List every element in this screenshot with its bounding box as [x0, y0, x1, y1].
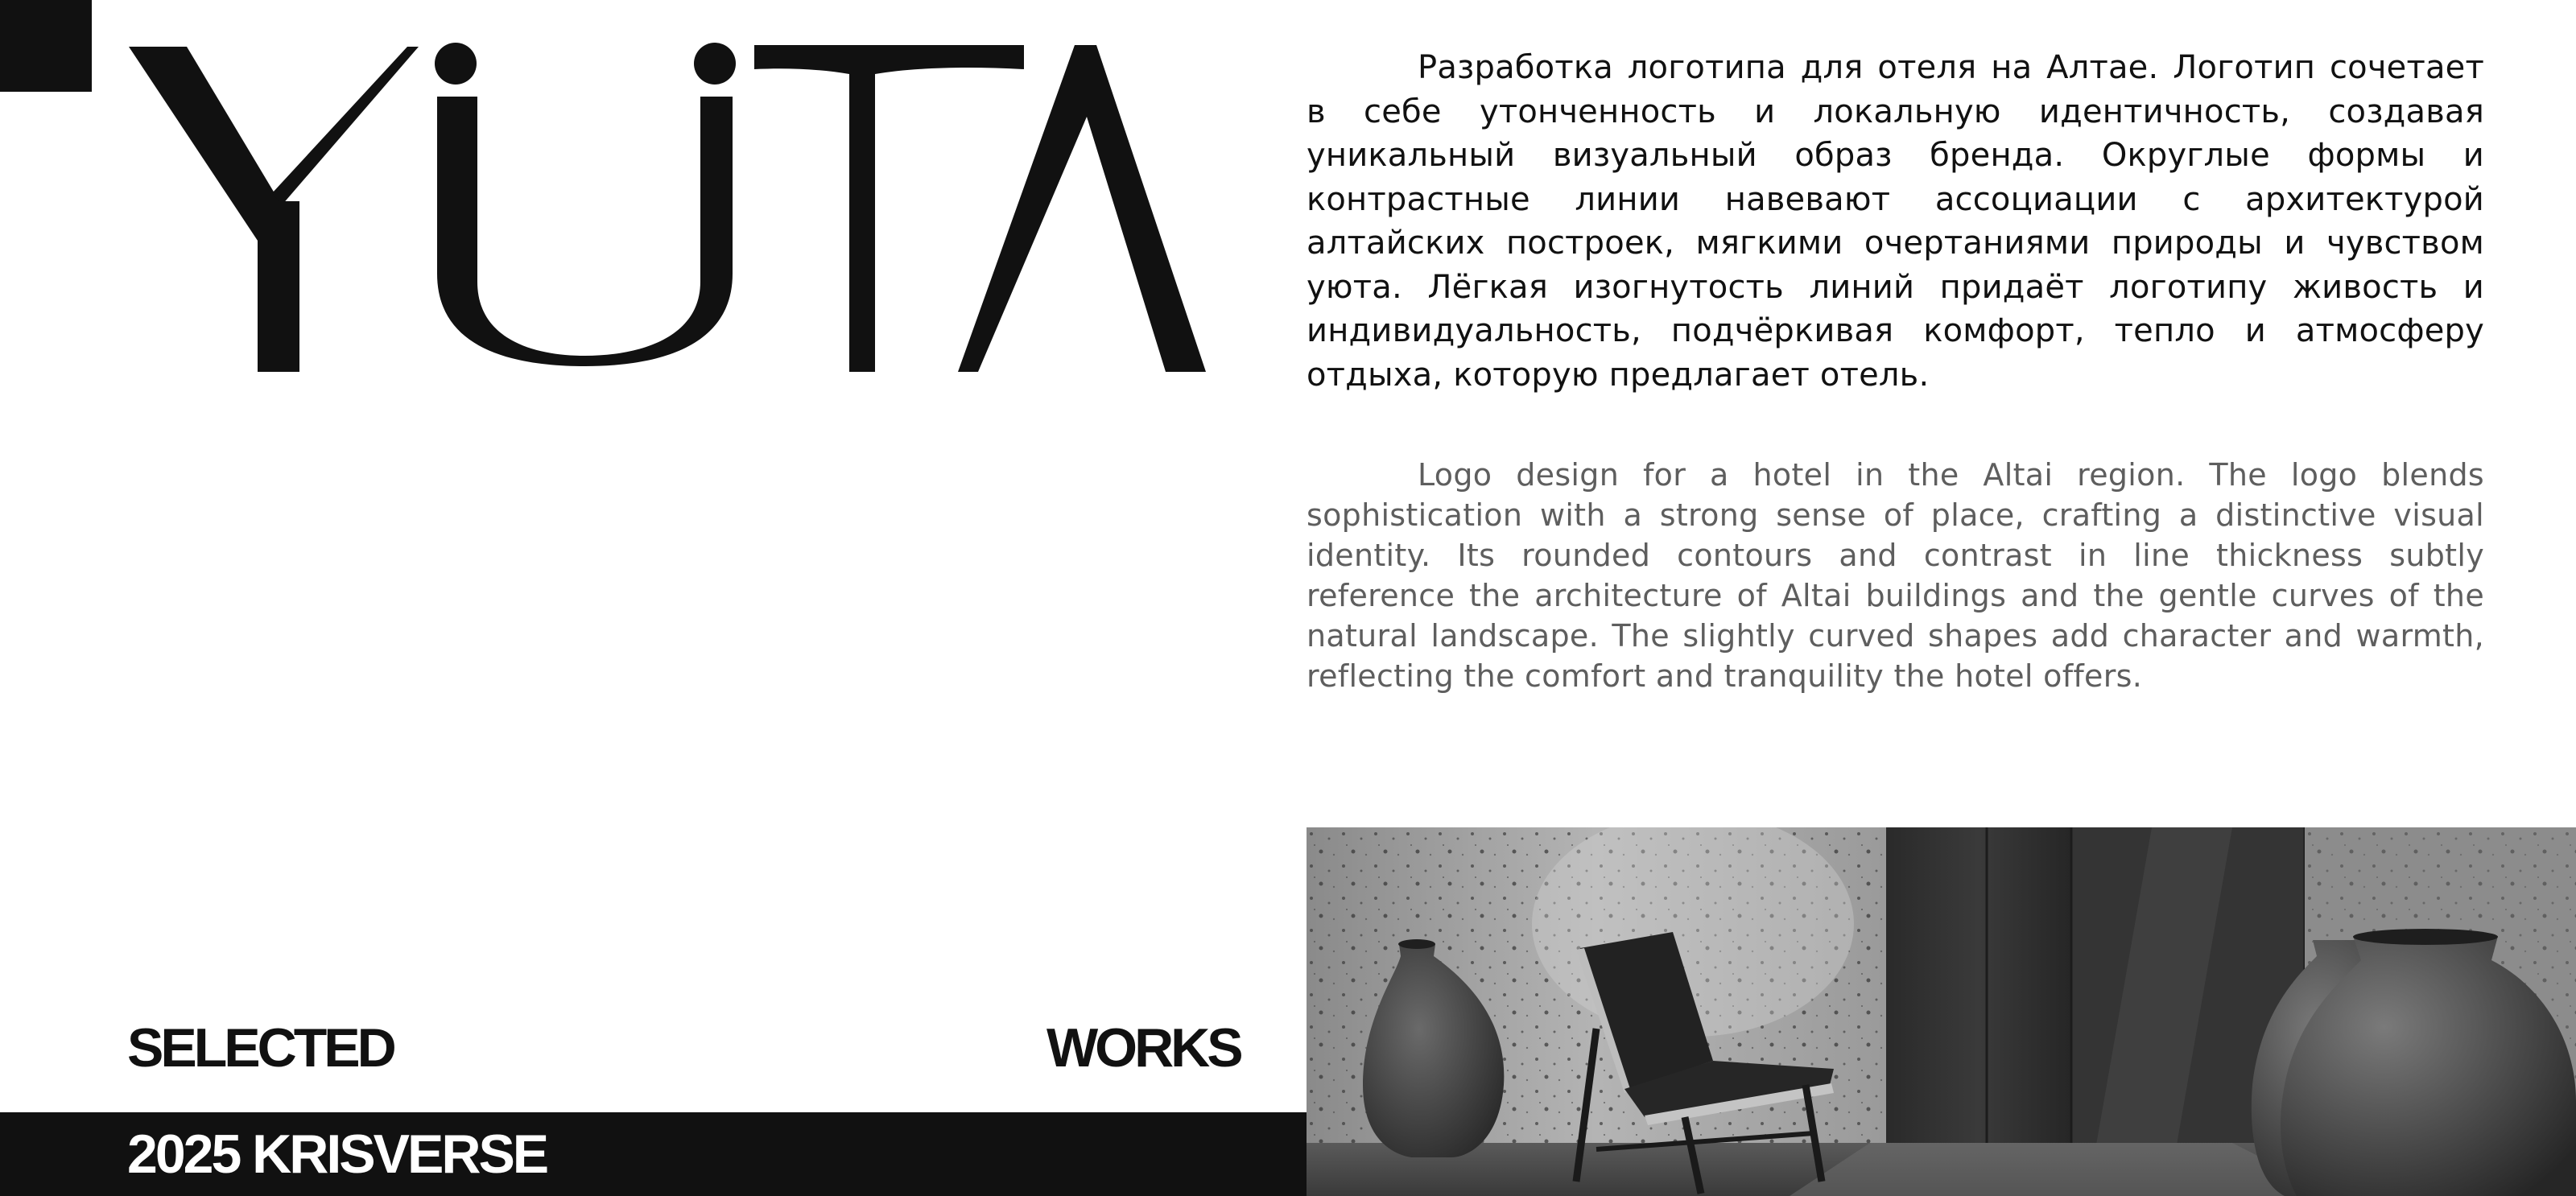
logo-letter-u-body — [437, 97, 733, 366]
logo-letter-u-right-dot — [694, 43, 736, 85]
footer-bar — [0, 1112, 1307, 1196]
footer-year-brand: 2025 KRISVERSE — [127, 1124, 547, 1185]
logo-graphic — [129, 40, 1208, 378]
interior-photo — [1307, 827, 2576, 1196]
label-selected: SELECTED — [127, 1017, 394, 1078]
logo-letter-y-stem — [258, 201, 299, 372]
description-english: Logo design for a hotel in the Altai region. The logo blends sophistication with a strong sense of place, crafting a distinctive visual identity. Its rounded contours and contrast in line thickness subtly reference the architecture of Altai buildings and the gentle curves of the natural landscape. The slightly curved shapes add character and warmth, reflecting the comfort and tranquility the hotel offers. — [1307, 457, 2484, 694]
logo-letter-u-left-dot — [435, 43, 477, 85]
label-works: WORKS — [1046, 1017, 1241, 1078]
logo-letter-t-bar — [754, 45, 1024, 74]
logo-letter-y-right-arm — [272, 47, 419, 205]
interior-photo-illustration — [1307, 827, 2576, 1196]
logo-letter-t-stem — [849, 69, 875, 372]
corner-square-block — [0, 0, 92, 92]
yuta-logo — [129, 40, 1208, 378]
description-russian: Разработка логотипа для отеля на Алтае. Логотип сочетает в себе утонченность и локальную идентичность, создавая уникальный визуальный образ бренда. Округлые формы и контрастные линии навевают ассоциации с архитектурой алтайских построек, мягкими очертаниями природы и чувством уюта. Лёгкая изогнутость линий придаёт логотипу живость и индивидуальность, подчёркивая комфорт, тепло и атмосферу отдыха, которую предлагает отель. — [1307, 49, 2484, 394]
logo-letter-a — [958, 45, 1206, 372]
